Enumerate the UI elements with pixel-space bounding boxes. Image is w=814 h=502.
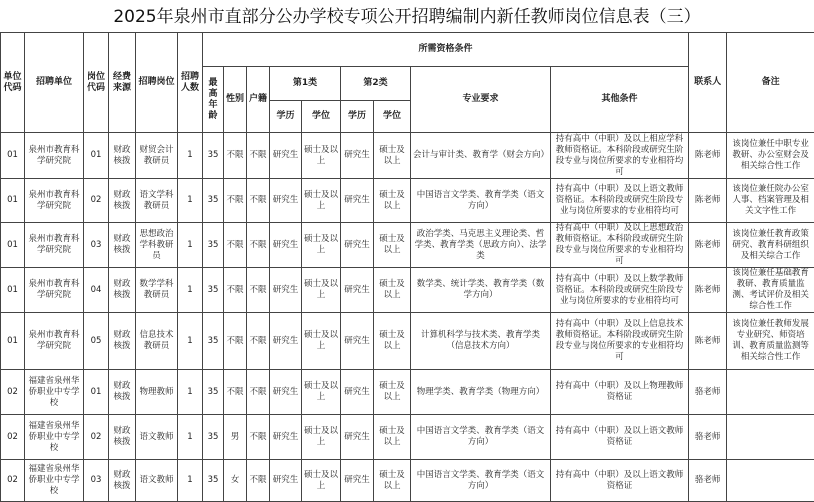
cell-deg2: 硕士及以上 — [374, 133, 411, 179]
cell-age: 35 — [203, 268, 224, 313]
cell-count: 1 — [178, 179, 203, 223]
cell-deg1: 硕士及以上 — [302, 223, 341, 268]
cell-other: 持有高中（中职）及以上思想政治教师资格证。本科阶段或研究生阶段专业与岗位所要求的专业相符均可 — [551, 223, 689, 268]
cell-unit: 泉州市教育科学研究院 — [25, 133, 84, 179]
cell-funding: 财政核拨 — [109, 313, 136, 370]
cell-unit-code: 01 — [1, 179, 25, 223]
header-edu1: 学历 — [270, 101, 302, 133]
cell-contact: 陈老师 — [689, 313, 727, 370]
cell-age: 35 — [203, 179, 224, 223]
cell-deg1: 硕士及以上 — [302, 370, 341, 415]
header-count: 招聘人数 — [178, 33, 203, 133]
header-cat1: 第1类 — [270, 67, 341, 101]
cell-funding: 财政核拨 — [109, 268, 136, 313]
cell-count: 1 — [178, 133, 203, 179]
cell-count: 1 — [178, 268, 203, 313]
cell-remarks — [727, 415, 814, 460]
cell-age: 35 — [203, 313, 224, 370]
cell-remarks: 该岗位兼任院办公室人事、档案管理及相关文字性工作 — [727, 179, 814, 223]
cell-age: 35 — [203, 415, 224, 460]
cell-post: 财贸会计教研员 — [136, 133, 178, 179]
header-cat2: 第2类 — [341, 67, 411, 101]
cell-unit: 泉州市教育科学研究院 — [25, 179, 84, 223]
cell-funding: 财政核拨 — [109, 460, 136, 502]
cell-post-code: 02 — [84, 179, 109, 223]
cell-post: 物理教师 — [136, 370, 178, 415]
cell-hukou: 不限 — [247, 370, 270, 415]
cell-unit: 福建省泉州华侨职业中专学校 — [25, 415, 84, 460]
cell-unit: 泉州市教育科学研究院 — [25, 268, 84, 313]
positions-table — [0, 32, 814, 502]
header-gender: 性别 — [224, 67, 247, 133]
cell-major: 数学类、统计学类、教育学类（数学方向） — [411, 268, 551, 313]
cell-deg1: 硕士及以上 — [302, 313, 341, 370]
header-remarks: 备注 — [727, 33, 814, 133]
header-deg1: 学位 — [302, 101, 341, 133]
cell-edu2: 研究生 — [341, 268, 374, 313]
cell-major: 中国语言文学类、教育学类（语文方向） — [411, 460, 551, 502]
cell-deg1: 硕士及以上 — [302, 268, 341, 313]
cell-deg1: 硕士及以上 — [302, 179, 341, 223]
cell-gender: 不限 — [224, 313, 247, 370]
cell-count: 1 — [178, 460, 203, 502]
cell-remarks — [727, 370, 814, 415]
table-row — [1, 268, 814, 313]
cell-age: 35 — [203, 223, 224, 268]
cell-edu1: 研究生 — [270, 133, 302, 179]
cell-deg2: 硕士及以上 — [374, 313, 411, 370]
cell-major: 中国语言文学类、教育学类（语文方向） — [411, 415, 551, 460]
header-post-code: 岗位代码 — [84, 33, 109, 133]
cell-count: 1 — [178, 370, 203, 415]
page-title: 2025年泉州市直部分公办学校专项公开招聘编制内新任教师岗位信息表（三） — [0, 0, 814, 32]
cell-edu1: 研究生 — [270, 179, 302, 223]
header-qualifications: 所需资格条件 — [203, 33, 689, 67]
table-row — [1, 133, 814, 179]
table-row — [1, 179, 814, 223]
cell-edu2: 研究生 — [341, 313, 374, 370]
cell-unit-code: 02 — [1, 460, 25, 502]
cell-contact: 骆老师 — [689, 415, 727, 460]
cell-post-code: 01 — [84, 133, 109, 179]
cell-major: 计算机科学与技术类、教育学类（信息技术方向） — [411, 313, 551, 370]
cell-funding: 财政核拨 — [109, 415, 136, 460]
cell-edu2: 研究生 — [341, 179, 374, 223]
cell-unit-code: 01 — [1, 268, 25, 313]
cell-deg1: 硕士及以上 — [302, 415, 341, 460]
cell-funding: 财政核拨 — [109, 179, 136, 223]
header-unit-code: 单位代码 — [1, 33, 25, 133]
cell-contact: 陈老师 — [689, 179, 727, 223]
table-row — [1, 460, 814, 502]
cell-remarks: 该岗位兼任中职专业教研、办公室财会及相关综合性工作 — [727, 133, 814, 179]
cell-age: 35 — [203, 370, 224, 415]
cell-remarks: 该岗位兼任教育政策研究、教育科研组织及相关综合工作 — [727, 223, 814, 268]
cell-unit-code: 02 — [1, 370, 25, 415]
cell-hukou: 不限 — [247, 133, 270, 179]
cell-deg2: 硕士及以上 — [374, 223, 411, 268]
cell-edu2: 研究生 — [341, 415, 374, 460]
cell-edu1: 研究生 — [270, 313, 302, 370]
cell-hukou: 不限 — [247, 223, 270, 268]
header-unit: 招聘单位 — [25, 33, 84, 133]
cell-unit: 福建省泉州华侨职业中专学校 — [25, 460, 84, 502]
table-row — [1, 313, 814, 370]
cell-funding: 财政核拨 — [109, 133, 136, 179]
cell-edu2: 研究生 — [341, 223, 374, 268]
cell-unit-code: 01 — [1, 223, 25, 268]
table-row — [1, 370, 814, 415]
cell-unit: 泉州市教育科学研究院 — [25, 313, 84, 370]
cell-count: 1 — [178, 223, 203, 268]
cell-edu1: 研究生 — [270, 370, 302, 415]
cell-contact: 陈老师 — [689, 133, 727, 179]
cell-post: 语文教师 — [136, 415, 178, 460]
cell-other: 持有高中（中职）及以上语文教师资格证 — [551, 415, 689, 460]
cell-post-code: 01 — [84, 370, 109, 415]
cell-remarks — [727, 460, 814, 502]
cell-unit-code: 01 — [1, 313, 25, 370]
cell-gender: 不限 — [224, 223, 247, 268]
cell-hukou: 不限 — [247, 415, 270, 460]
cell-post-code: 02 — [84, 415, 109, 460]
cell-deg2: 硕士及以上 — [374, 179, 411, 223]
cell-major: 中国语言文学类、教育学类（语文方向） — [411, 179, 551, 223]
table-row — [1, 223, 814, 268]
cell-edu1: 研究生 — [270, 223, 302, 268]
cell-major: 会计与审计类、教育学（财会方向） — [411, 133, 551, 179]
cell-count: 1 — [178, 313, 203, 370]
cell-post-code: 05 — [84, 313, 109, 370]
cell-other: 持有高中（中职）及以上语文教师资格证 — [551, 460, 689, 502]
cell-edu1: 研究生 — [270, 268, 302, 313]
cell-age: 35 — [203, 460, 224, 502]
cell-unit-code: 01 — [1, 133, 25, 179]
cell-contact: 骆老师 — [689, 460, 727, 502]
cell-edu1: 研究生 — [270, 460, 302, 502]
header-max-age: 最高年龄 — [203, 67, 224, 133]
cell-post: 数学学科教研员 — [136, 268, 178, 313]
cell-gender: 不限 — [224, 133, 247, 179]
cell-contact: 骆老师 — [689, 370, 727, 415]
header-post: 招聘岗位 — [136, 33, 178, 133]
cell-post-code: 03 — [84, 223, 109, 268]
cell-other: 持有高中（中职）及以上语文教师资格证。本科阶段或研究生阶段专业与岗位所要求的专业相符均可 — [551, 179, 689, 223]
header-edu2: 学历 — [341, 101, 374, 133]
cell-post: 语文教师 — [136, 460, 178, 502]
cell-other: 持有高中（中职）及以上相应学科教师资格证。本科阶段或研究生阶段专业与岗位所要求的专业相符均可 — [551, 133, 689, 179]
cell-hukou: 不限 — [247, 313, 270, 370]
header-contact: 联系人 — [689, 33, 727, 133]
cell-remarks: 该岗位兼任教师发展专业研究、师资培训、教育质量监测等相关综合性工作 — [727, 313, 814, 370]
cell-other: 持有高中（中职）及以上数学教师资格证。本科阶段或研究生阶段专业与岗位所要求的专业相符均可 — [551, 268, 689, 313]
cell-edu2: 研究生 — [341, 370, 374, 415]
cell-contact: 陈老师 — [689, 268, 727, 313]
cell-gender: 女 — [224, 460, 247, 502]
cell-other: 持有高中（中职）及以上信息技术教师资格证。本科阶段或研究生阶段专业与岗位所要求的专业相符均可 — [551, 313, 689, 370]
cell-post: 思想政治学科教研员 — [136, 223, 178, 268]
header-other: 其他条件 — [551, 67, 689, 133]
cell-edu1: 研究生 — [270, 415, 302, 460]
cell-post: 信息技术教研员 — [136, 313, 178, 370]
cell-deg2: 硕士及以上 — [374, 268, 411, 313]
cell-remarks: 该岗位兼任基础教育教研、教育质量监测、考试评价及相关综合性工作 — [727, 268, 814, 313]
cell-major: 政治学类、马克思主义理论类、哲学类、教育学类（思政方向）、法学类 — [411, 223, 551, 268]
cell-edu2: 研究生 — [341, 133, 374, 179]
header-deg2: 学位 — [374, 101, 411, 133]
cell-deg1: 硕士及以上 — [302, 133, 341, 179]
header-hukou: 户籍 — [247, 67, 270, 133]
cell-funding: 财政核拨 — [109, 223, 136, 268]
cell-post-code: 03 — [84, 460, 109, 502]
cell-post-code: 04 — [84, 268, 109, 313]
cell-funding: 财政核拨 — [109, 370, 136, 415]
header-major: 专业要求 — [411, 67, 551, 133]
cell-gender: 不限 — [224, 268, 247, 313]
cell-deg2: 硕士及以上 — [374, 460, 411, 502]
cell-unit: 福建省泉州华侨职业中专学校 — [25, 370, 84, 415]
cell-count: 1 — [178, 415, 203, 460]
cell-gender: 不限 — [224, 370, 247, 415]
cell-unit: 泉州市教育科学研究院 — [25, 223, 84, 268]
cell-hukou: 不限 — [247, 460, 270, 502]
cell-gender: 不限 — [224, 179, 247, 223]
cell-deg2: 硕士及以上 — [374, 415, 411, 460]
cell-hukou: 不限 — [247, 268, 270, 313]
cell-other: 持有高中（中职）及以上物理教师资格证 — [551, 370, 689, 415]
cell-deg2: 硕士及以上 — [374, 370, 411, 415]
header-funding: 经费来源 — [109, 33, 136, 133]
cell-age: 35 — [203, 133, 224, 179]
table-row — [1, 415, 814, 460]
cell-contact: 陈老师 — [689, 223, 727, 268]
cell-post: 语文学科教研员 — [136, 179, 178, 223]
cell-hukou: 不限 — [247, 179, 270, 223]
cell-unit-code: 02 — [1, 415, 25, 460]
cell-major: 物理学类、教育学类（物理方向） — [411, 370, 551, 415]
cell-gender: 男 — [224, 415, 247, 460]
cell-deg1: 硕士及以上 — [302, 460, 341, 502]
cell-edu2: 研究生 — [341, 460, 374, 502]
